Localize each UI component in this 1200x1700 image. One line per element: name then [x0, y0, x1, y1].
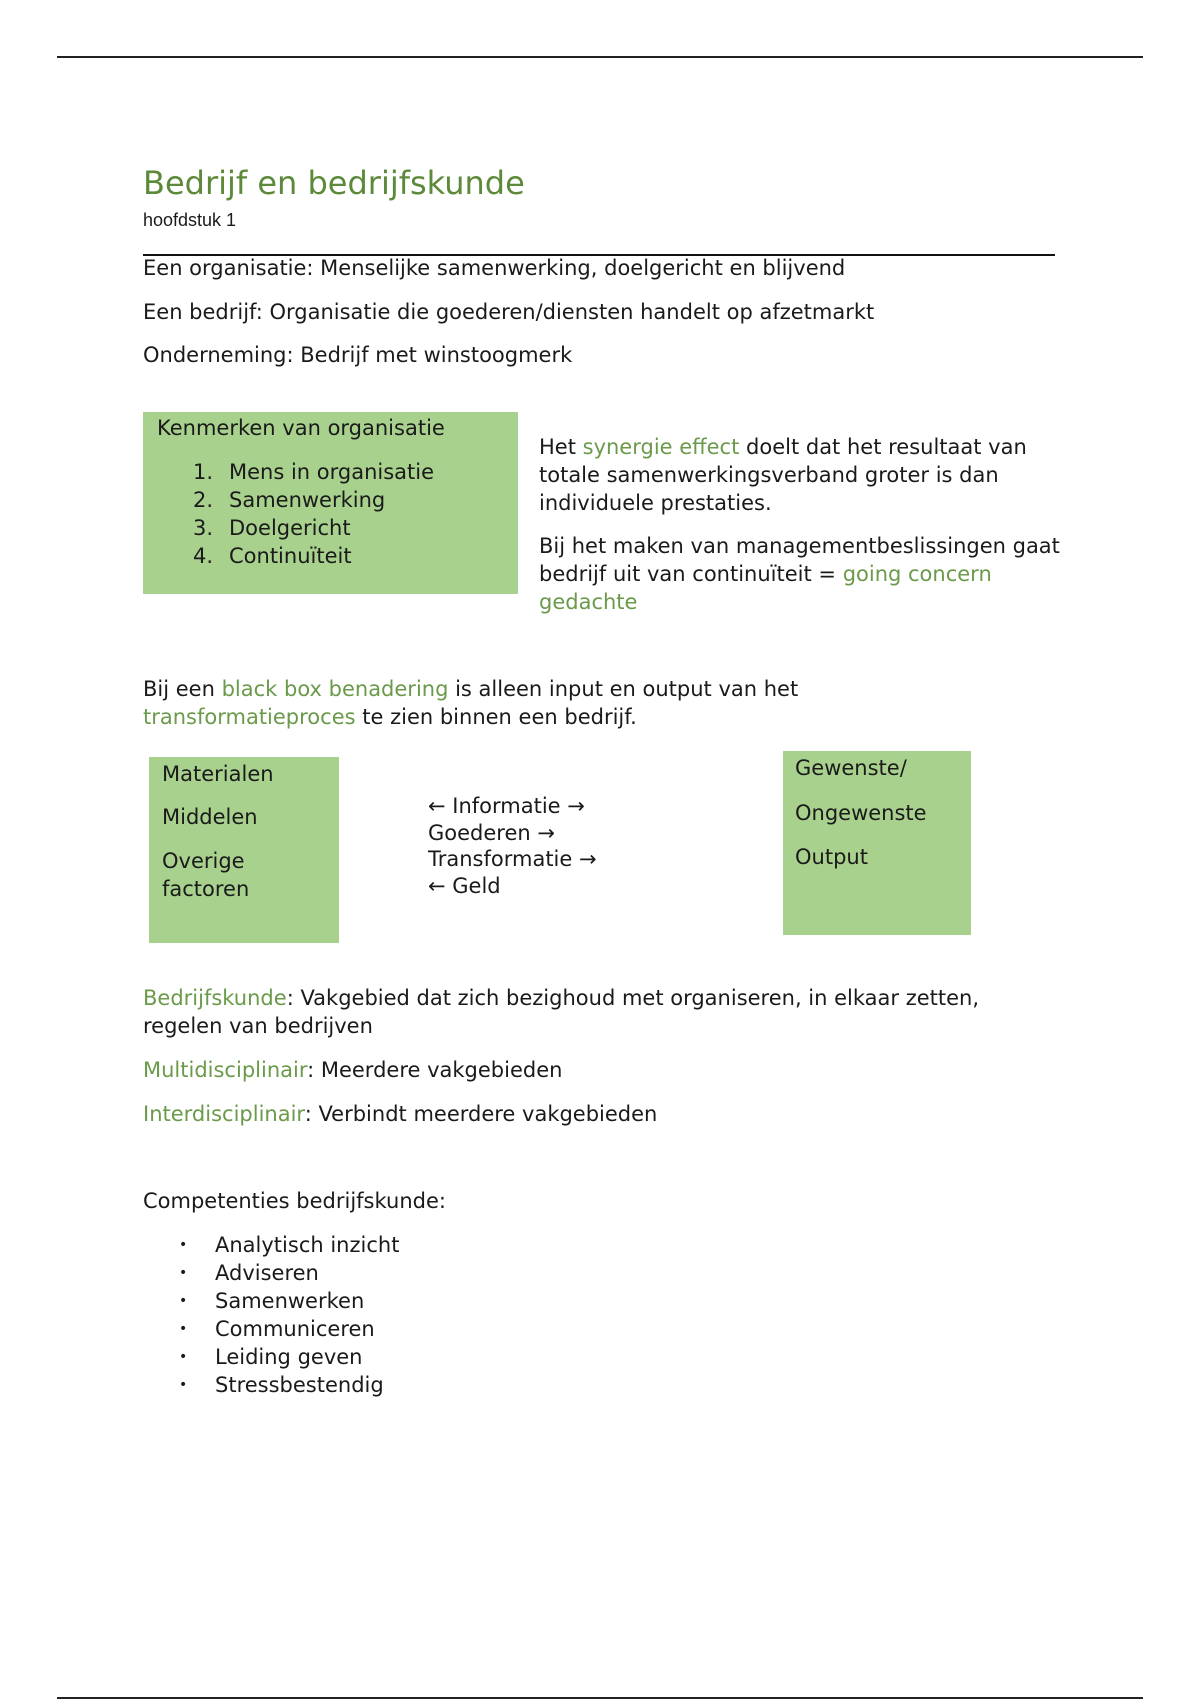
page-bottom-rule: [57, 1697, 1143, 1699]
going-concern-paragraph: [539, 532, 1064, 616]
output-gewenste: Gewenste/: [795, 756, 907, 780]
term-label: Multidisciplinair: [143, 1058, 308, 1082]
going-concern-text: Bij het maken van managementbeslissingen gaat bedrijf uit van continuïteit =: [539, 534, 1060, 586]
black-box-line-1: [143, 675, 1063, 703]
black-box-line-2: [143, 703, 1063, 731]
list-item: [193, 514, 434, 542]
list-number: 3.: [193, 516, 214, 540]
list-item: [179, 1343, 399, 1371]
kenmerken-box: [143, 412, 518, 594]
page-subtitle: hoofdstuk 1: [143, 210, 237, 230]
black-box-term: black box benadering: [221, 677, 449, 701]
list-label: Samenwerking: [229, 488, 386, 512]
input-box: [149, 757, 339, 943]
term-bedrijfskunde: [143, 984, 1083, 1040]
term-definition: : Meerdere vakgebieden: [307, 1058, 563, 1082]
flow-transformatie: Transformatie →: [428, 847, 597, 871]
list-number: 2.: [193, 488, 214, 512]
term-definition: : Verbindt meerdere vakgebieden: [304, 1102, 658, 1126]
term-label: Interdisciplinair: [143, 1102, 305, 1126]
flows-block: [428, 793, 597, 899]
output-box: [783, 751, 971, 935]
black-box-paragraph: [143, 675, 1063, 731]
input-overige: Overige: [162, 849, 245, 873]
output-ongewenste: Ongewenste: [795, 801, 927, 825]
list-number: 4.: [193, 544, 214, 568]
going-concern-term: going concern gedachte: [539, 562, 992, 614]
bullet-icon: •: [179, 1265, 188, 1281]
transformatieproces-term: transformatieproces: [143, 705, 356, 729]
list-label: Analytisch inzicht: [215, 1233, 400, 1257]
list-label: Samenwerken: [215, 1289, 365, 1313]
page-top-rule: [57, 56, 1143, 58]
list-item: [193, 458, 434, 486]
synergie-text-1: Het: [539, 435, 583, 459]
black-box-text-2: is alleen input en output van het: [448, 677, 799, 701]
input-factoren: factoren: [162, 877, 250, 901]
synergie-term: synergie effect: [582, 435, 740, 459]
list-item: [179, 1231, 399, 1259]
term-label: Bedrijfskunde: [143, 986, 287, 1010]
list-label: Leiding geven: [215, 1345, 363, 1369]
page-title: Bedrijf en bedrijfskunde: [143, 164, 525, 202]
list-item: [179, 1259, 399, 1287]
list-label: Mens in organisatie: [229, 460, 435, 484]
list-label: Adviseren: [215, 1261, 319, 1285]
term-multidisciplinair: [143, 1058, 562, 1082]
bullet-icon: •: [179, 1321, 188, 1337]
output-output: Output: [795, 845, 868, 869]
term-definition: : Vakgebied dat zich bezighoud met organiseren, in elkaar zetten,: [286, 986, 980, 1010]
term-bedrijfskunde-line-2: regelen van bedrijven: [143, 1014, 373, 1038]
black-box-text-1: Bij een: [143, 677, 222, 701]
list-label: Continuïteit: [229, 544, 352, 568]
flow-geld: ← Geld: [428, 873, 501, 898]
list-label: Communiceren: [215, 1317, 375, 1341]
flow-informatie: ← Informatie →: [428, 794, 585, 818]
list-item: [193, 486, 434, 514]
competenties-title: Competenties bedrijfskunde:: [143, 1189, 446, 1213]
bullet-icon: •: [179, 1293, 188, 1309]
bullet-icon: •: [179, 1377, 188, 1393]
term-bedrijfskunde-line-1: [143, 984, 1083, 1012]
list-number: 1.: [193, 460, 214, 484]
input-middelen: Middelen: [162, 805, 258, 829]
flow-goederen: Goederen →: [428, 820, 555, 845]
synergie-text-2: doelt dat het resultaat van totale samenwerkingsverband groter is dan individuele prestaties.: [539, 435, 1027, 515]
definition-bedrijf: Een bedrijf: Organisatie die goederen/diensten handelt op afzetmarkt: [143, 300, 875, 324]
term-interdisciplinair: [143, 1102, 657, 1126]
definition-onderneming: Onderneming: Bedrijf met winstoogmerk: [143, 343, 573, 367]
list-label: Doelgericht: [229, 516, 351, 540]
list-item: [179, 1371, 399, 1399]
definition-organisatie: Een organisatie: Menselijke samenwerking, doelgericht en blijvend: [143, 256, 846, 280]
bullet-icon: •: [179, 1237, 188, 1253]
input-materialen: Materialen: [162, 762, 274, 786]
list-item: [193, 542, 434, 570]
bullet-icon: •: [179, 1349, 188, 1365]
kenmerken-list: [193, 458, 434, 570]
list-item: [179, 1315, 399, 1343]
black-box-text-3: te zien binnen een bedrijf.: [355, 705, 637, 729]
synergie-paragraph: [539, 433, 1064, 517]
list-item: [179, 1287, 399, 1315]
kenmerken-title: Kenmerken van organisatie: [157, 416, 445, 440]
competenties-list: [179, 1231, 399, 1399]
list-label: Stressbestendig: [215, 1373, 384, 1397]
